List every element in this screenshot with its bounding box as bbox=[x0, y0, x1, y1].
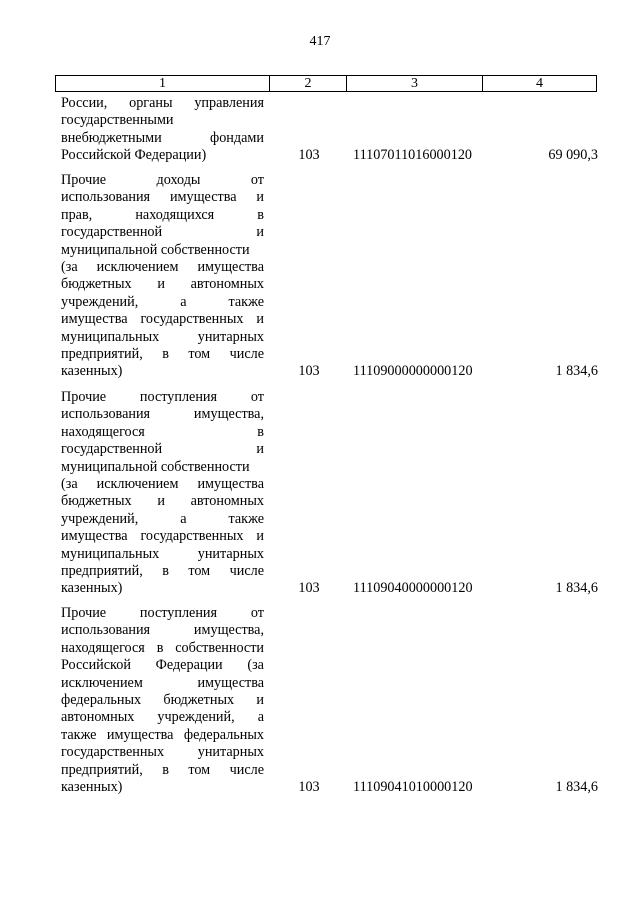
description-line: (за исключением имущества bbox=[61, 475, 264, 492]
description-line: Прочие поступления от bbox=[61, 605, 264, 621]
row-description bbox=[61, 172, 264, 381]
description-line: использования имущества, bbox=[61, 622, 264, 639]
description-line: имущества государственных и bbox=[61, 528, 264, 545]
description-line: (за исключением имущества bbox=[61, 258, 264, 275]
description-line: использования имущества и bbox=[61, 189, 264, 206]
description-line: казенных) bbox=[61, 363, 123, 380]
description-line: муниципальной собственности bbox=[61, 458, 250, 475]
column-2-header: 2 bbox=[304, 76, 312, 91]
budget-classification-code: 11109040000000120 bbox=[353, 580, 473, 596]
description-line: находящегося в bbox=[61, 423, 264, 440]
description-line: казенных) bbox=[61, 778, 123, 795]
description-line: бюджетных и автономных bbox=[61, 493, 264, 510]
description-line: Российской Федерации (за bbox=[61, 657, 264, 674]
page-number: 417 bbox=[309, 34, 331, 49]
row-description bbox=[61, 605, 264, 796]
admin-code: 103 bbox=[298, 363, 320, 379]
description-line: предприятий, в том числе bbox=[61, 345, 264, 362]
admin-code: 103 bbox=[298, 580, 320, 596]
description-line: автономных учреждений, а bbox=[61, 709, 264, 726]
budget-classification-code: 11107011016000120 bbox=[353, 147, 473, 163]
description-line: Прочие поступления от bbox=[61, 389, 264, 405]
description-line: внебюджетными фондами bbox=[61, 129, 264, 146]
description-line: муниципальных унитарных bbox=[61, 545, 264, 562]
amount: 1 834,6 bbox=[555, 779, 598, 795]
admin-code: 103 bbox=[298, 779, 320, 795]
description-line: исключением имущества bbox=[61, 674, 264, 691]
description-line: государственной и bbox=[61, 441, 264, 458]
description-line: Прочие доходы от bbox=[61, 172, 264, 188]
column-1-header: 1 bbox=[159, 76, 166, 91]
description-line: учреждений, а также bbox=[61, 510, 264, 527]
description-line: федеральных бюджетных и bbox=[61, 691, 264, 708]
table-column-header bbox=[55, 75, 597, 92]
column-4-header: 4 bbox=[536, 76, 543, 91]
description-line: муниципальной собственности bbox=[61, 241, 250, 258]
amount: 69 090,3 bbox=[548, 147, 598, 163]
budget-classification-code: 11109041010000120 bbox=[353, 779, 473, 795]
budget-classification-code: 11109000000000120 bbox=[353, 363, 473, 379]
description-line: казенных) bbox=[61, 580, 123, 597]
amount: 1 834,6 bbox=[555, 580, 598, 596]
column-3-header: 3 bbox=[411, 76, 418, 91]
description-line: государственными bbox=[61, 112, 174, 129]
description-line: учреждений, а также bbox=[61, 293, 264, 310]
description-line: бюджетных и автономных bbox=[61, 276, 264, 293]
amount: 1 834,6 bbox=[555, 363, 598, 379]
description-line: Российской Федерации) bbox=[61, 147, 207, 164]
description-line: находящегося в собственности bbox=[61, 639, 264, 656]
description-line: России, органы управления bbox=[61, 95, 264, 111]
row-description bbox=[61, 95, 264, 165]
description-line: государственных унитарных bbox=[61, 744, 264, 761]
description-line: предприятий, в том числе bbox=[61, 562, 264, 579]
description-line: предприятий, в том числе bbox=[61, 761, 264, 778]
admin-code: 103 bbox=[298, 147, 320, 163]
description-line: использования имущества, bbox=[61, 406, 264, 423]
description-line: также имущества федеральных bbox=[61, 726, 264, 743]
row-description bbox=[61, 389, 264, 598]
description-line: прав, находящихся в bbox=[61, 206, 264, 223]
description-line: муниципальных унитарных bbox=[61, 328, 264, 345]
description-line: государственной и bbox=[61, 224, 264, 241]
description-line: имущества государственных и bbox=[61, 311, 264, 328]
